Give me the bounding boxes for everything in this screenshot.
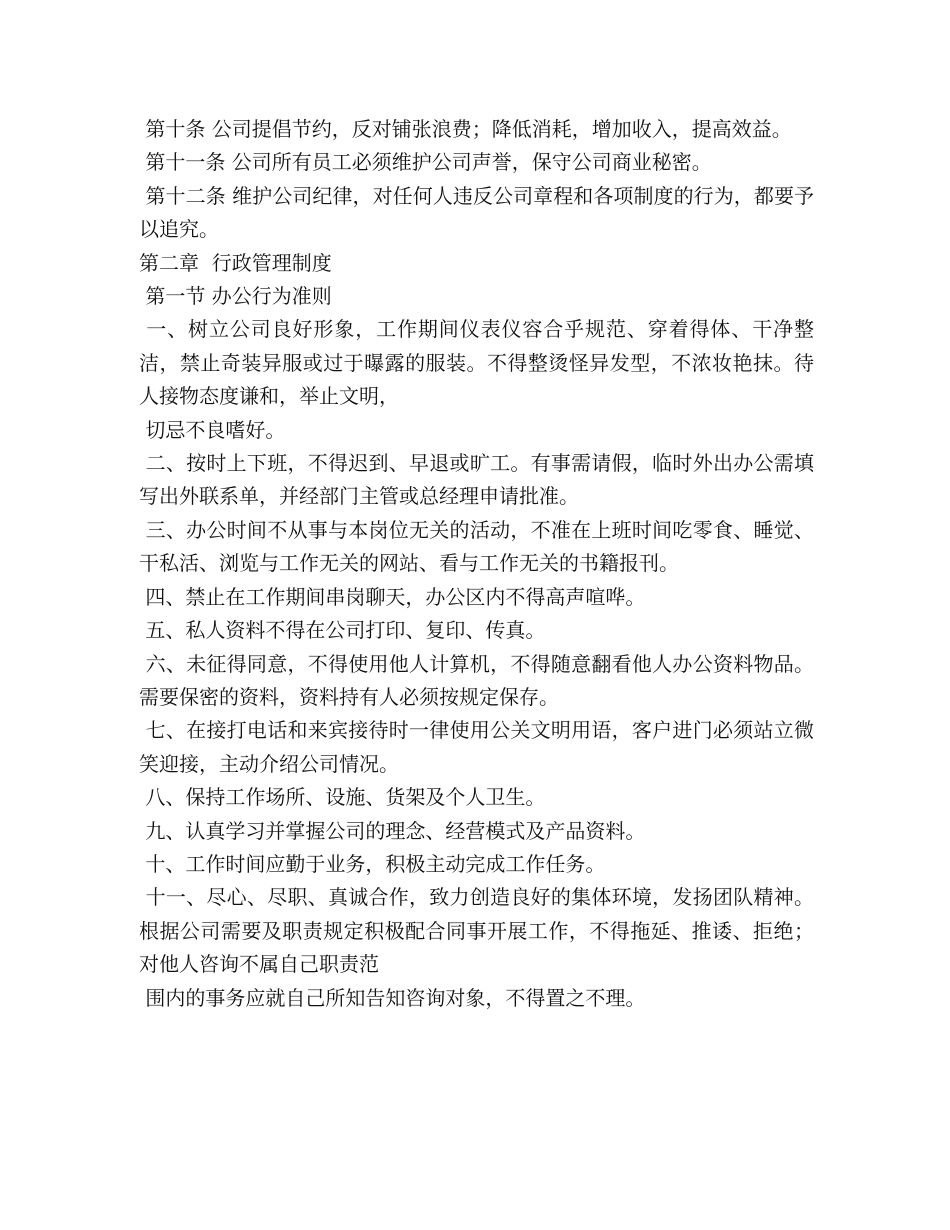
rule-2: 二、按时上下班，不得迟到、早退或旷工。有事需请假，临时外出办公需填写出外联系单，并经部门主管或总经理申请批准。 xyxy=(139,451,815,509)
rule-3: 三、办公时间不从事与本岗位无关的活动，不准在上班时间吃零食、睡觉、干私活、浏览与工作无关的网站、看与工作无关的书籍报刊。 xyxy=(139,517,815,576)
rule-11-continued: 围内的事务应就自己所知告知咨询对象，不得置之不理。 xyxy=(139,985,646,1010)
rule-1: 一、树立公司良好形象，工作期间仪表仪容合乎规范、穿着得体、干净整洁，禁止奇装异服或过于曝露的服装。不得整烫怪异发型，不浓妆艳抹。待人接物态度谦和，举止文明， xyxy=(139,317,815,409)
rule-7: 七、在接打电话和来宾接待时一律使用公关文明用语，客户进门必须站立微笑迎接，主动介绍公司情况。 xyxy=(139,718,815,776)
rule-9: 九、认真学习并掌握公司的理念、经营模式及产品资料。 xyxy=(139,818,646,843)
chapter-heading: 第二章 行政管理制度 xyxy=(139,250,332,275)
article-12: 第十二条 维护公司纪律，对任何人违反公司章程和各项制度的行为，都要予以追究。 xyxy=(139,183,815,242)
rule-8: 八、保持工作场所、设施、货架及个人卫生。 xyxy=(139,785,546,810)
article-10: 第十条 公司提倡节约，反对铺张浪费；降低消耗，增加收入，提高效益。 xyxy=(139,117,792,141)
article-11: 第十一条 公司所有员工必须维护公司声誉，保守公司商业秘密。 xyxy=(139,150,712,175)
rule-5: 五、私人资料不得在公司打印、复印、传真。 xyxy=(139,618,546,643)
rule-11: 十一、尽心、尽职、真诚合作，致力创造良好的集体环境，发扬团队精神。根据公司需要及职责规定积极配合同事开展工作，不得拖延、推诿、拒绝；对他人咨询不属自己职责范 xyxy=(139,885,815,977)
rule-6: 六、未征得同意，不得使用他人计算机，不得随意翻看他人办公资料物品。需要保密的资料，资料持有人必须按规定保存。 xyxy=(139,651,815,709)
rule-4: 四、禁止在工作期间串岗聊天，办公区内不得高声喧哗。 xyxy=(139,584,646,609)
rule-10: 十、工作时间应勤于业务，积极主动完成工作任务。 xyxy=(139,851,606,876)
section-heading: 第一节 办公行为准则 xyxy=(139,284,332,309)
rule-1-continued: 切忌不良嗜好。 xyxy=(139,417,286,442)
document-page xyxy=(139,113,814,1015)
